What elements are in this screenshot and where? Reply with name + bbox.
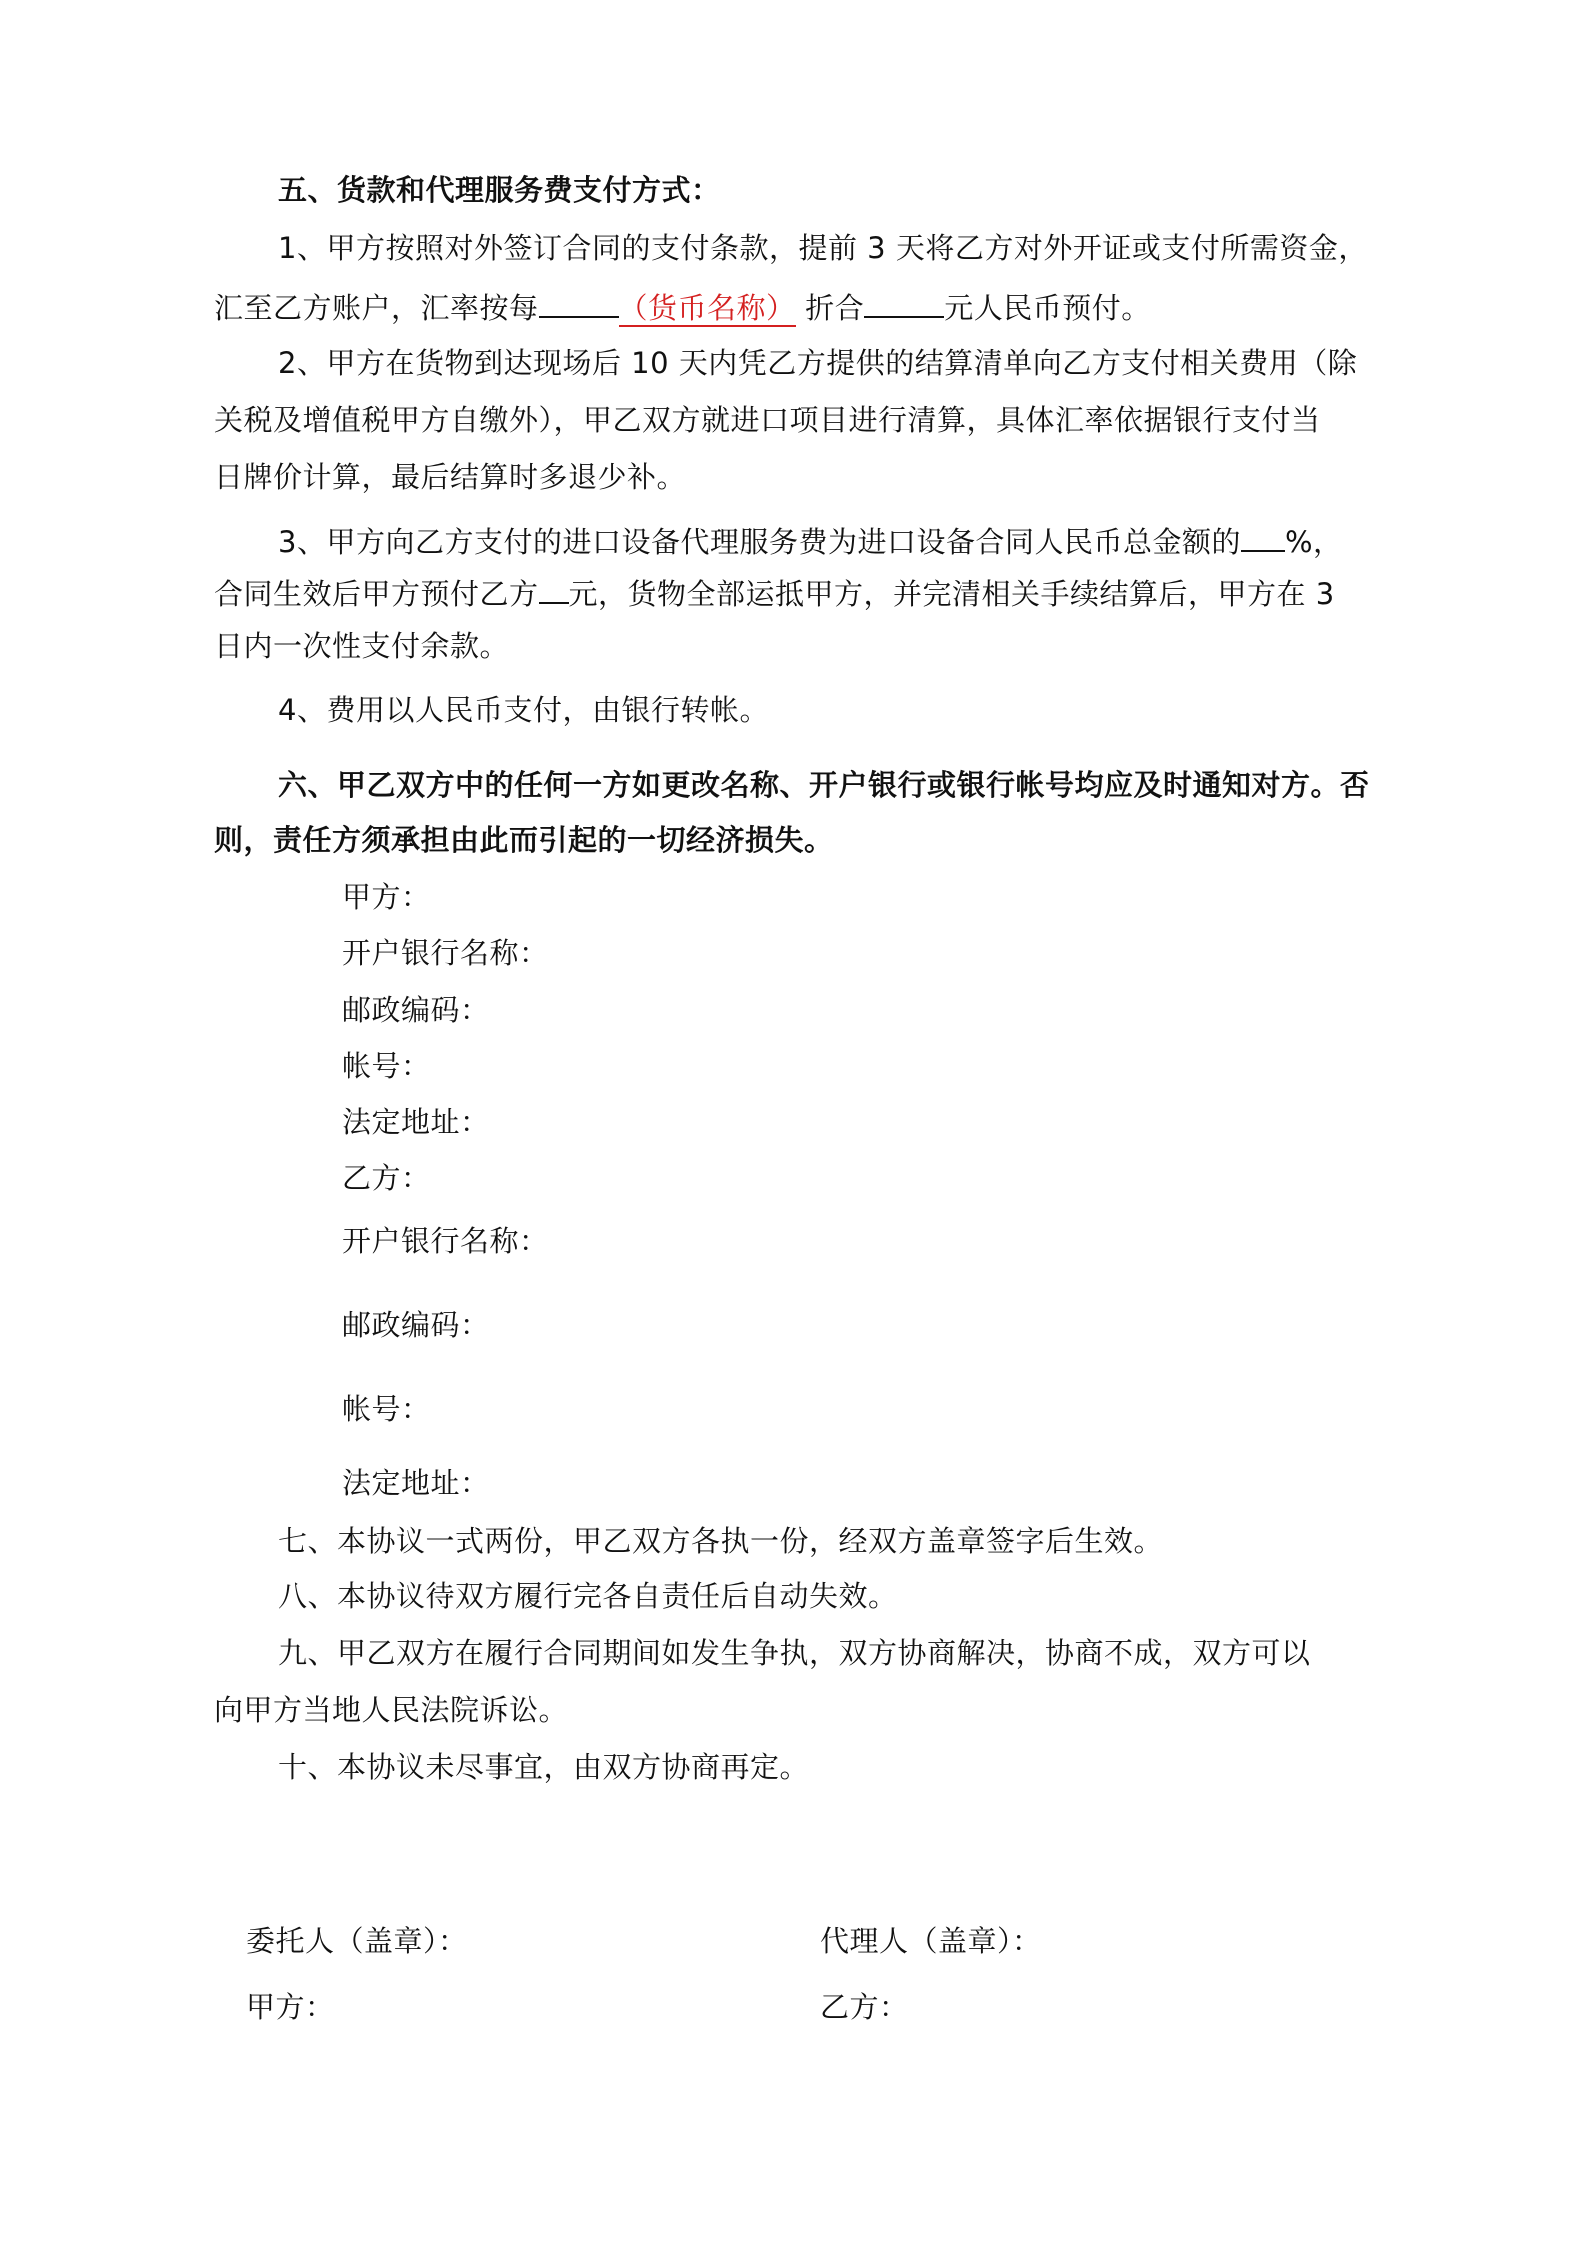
agent-seal-label: 代理人（盖章）： [820,1924,1042,1958]
section-5-p2-line2: 关税及增值税甲方自缴外），甲乙双方就进口项目进行清算，具体汇率依据银行支付当 [214,403,1321,437]
section-5-p1-line1: 1、甲方按照对外签订合同的支付条款，提前 3 天将乙方对外开证或支付所需资金， [278,231,1368,265]
p3-text-b: %， [1284,525,1343,559]
clause-7: 七、本协议一式两份，甲乙双方各执一份，经双方盖章签字后生效。 [278,1524,1164,1558]
party-a-postcode: 邮政编码： [342,993,490,1027]
section-5-title: 五、货款和代理服务费支付方式： [278,173,721,207]
party-a-address: 法定地址： [342,1105,490,1139]
currency-name-placeholder: （货币名称） [618,291,796,325]
blank-field [864,286,944,318]
p1-text-b: 折合 [805,291,865,325]
blank-field [539,286,619,318]
party-b-bank: 开户银行名称： [342,1224,549,1258]
section-5-p4: 4、费用以人民币支付，由银行转帐。 [278,693,769,727]
section-5-p3-line2 [214,572,1335,614]
party-b-label: 乙方： [342,1161,431,1195]
principal-seal-label: 委托人（盖章）： [246,1924,468,1958]
section-5-p2-line1: 2、甲方在货物到达现场后 10 天内凭乙方提供的结算清单向乙方支付相关费用（除 [278,346,1358,380]
p1-text-a: 汇至乙方账户，汇率按每 [214,291,539,325]
clause-10: 十、本协议未尽事宜，由双方协商再定。 [278,1750,810,1784]
section-5-p3-line1 [278,520,1343,562]
blank-field [539,572,569,604]
section-5-p2-line3: 日牌价计算，最后结算时多退少补。 [214,460,687,494]
clause-8: 八、本协议待双方履行完各自责任后自动失效。 [278,1579,898,1613]
party-b-address: 法定地址： [342,1466,490,1500]
p3-text-c: 合同生效后甲方预付乙方 [214,577,539,611]
p3-text-d: 元，货物全部运抵甲方，并完清相关手续结算后，甲方在 3 [568,577,1335,611]
section-6-line1: 六、甲乙双方中的任何一方如更改名称、开户银行或银行帐号均应及时通知对方。否 [278,768,1370,802]
clause-9-line2: 向甲方当地人民法院诉讼。 [214,1693,569,1727]
p3-text-a: 3、甲方向乙方支付的进口设备代理服务费为进口设备合同人民币总金额的 [278,525,1241,559]
party-b-account: 帐号： [342,1392,431,1426]
signature-party-b: 乙方： [820,1990,909,2024]
blank-field [1241,520,1285,552]
party-a-account: 帐号： [342,1049,431,1083]
section-5-p3-line3: 日内一次性支付余款。 [214,629,510,663]
section-5-p1-line2 [214,286,1151,328]
party-b-postcode: 邮政编码： [342,1308,490,1342]
party-a-bank: 开户银行名称： [342,936,549,970]
p1-text-c: 元人民币预付。 [944,291,1151,325]
party-a-label: 甲方： [342,880,431,914]
signature-party-a: 甲方： [246,1990,335,2024]
clause-9-line1: 九、甲乙双方在履行合同期间如发生争执，双方协商解决，协商不成，双方可以 [278,1636,1311,1670]
section-6-line2: 则，责任方须承担由此而引起的一切经济损失。 [214,823,834,857]
